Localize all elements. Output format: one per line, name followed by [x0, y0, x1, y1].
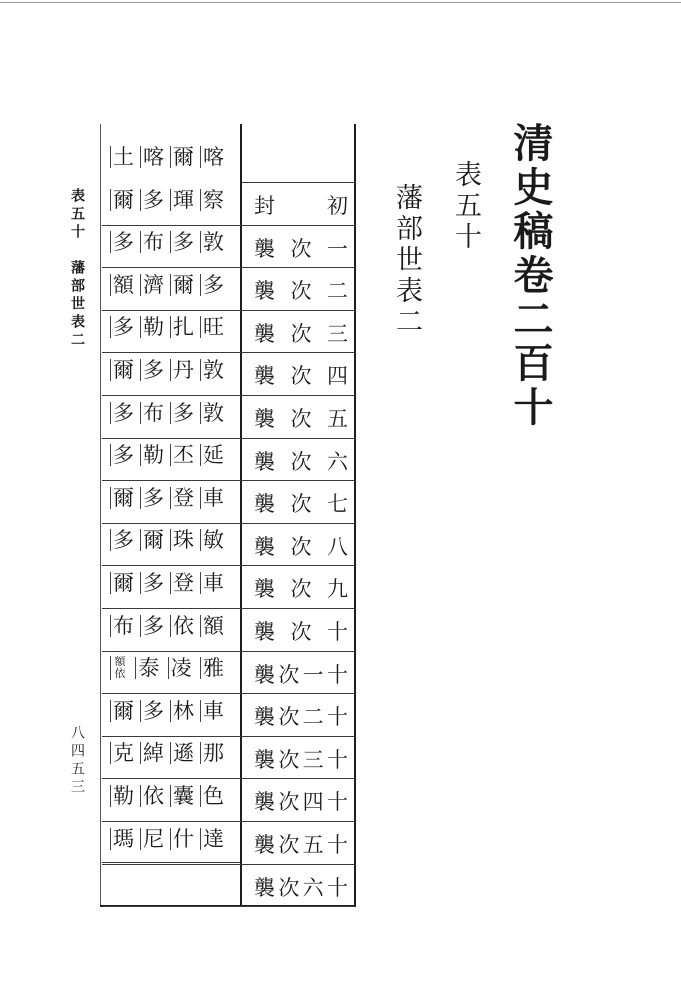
heir-name-cell: 多 布 多 敦: [104, 221, 238, 263]
succession-rank-cell: 襲 次 二 十: [254, 705, 348, 729]
succession-rank-cell: 襲 次 十: [254, 620, 348, 644]
heir-name-cell: 多 勒 丕 延: [104, 434, 238, 476]
succession-rank-cell: 襲 次 五: [254, 407, 348, 431]
heir-name-cell: 克 綽 遜 那: [104, 732, 238, 774]
succession-rank-cell: 襲 次 一 十: [254, 663, 348, 687]
succession-rank-cell: 襲 次 九: [254, 577, 348, 601]
heir-name-cell: 額 濟 爾 多: [104, 264, 238, 306]
heir-name-cell: 瑪 尼 什 達: [104, 818, 238, 860]
succession-rank-cell: 襲 次 三 十: [254, 748, 348, 772]
heir-name-cell: 多 布 多 敦: [104, 392, 238, 434]
succession-rank-cell: 襲 次 六: [254, 450, 348, 474]
heir-name-cell: 多 勒 扎 旺: [104, 306, 238, 348]
heir-name-cell: 勒 依 囊 色: [104, 775, 238, 817]
heir-name-cell: 土 喀 爾 喀: [104, 136, 238, 178]
table-right-rule: [354, 124, 356, 907]
succession-rank-cell: 襲 次 六 十: [254, 876, 348, 900]
heir-name-cell: 爾 多 登 車: [104, 477, 238, 519]
heir-name-cell: 爾 多 丹 敦: [104, 349, 238, 391]
heir-name-cell: 爾 多 登 車: [104, 562, 238, 604]
heir-name-cell: 額依 泰 凌 雅: [104, 647, 238, 689]
page-top-edge: [0, 2, 681, 3]
heir-name-cell: 多 爾 珠 敏: [104, 519, 238, 561]
header-rule: [242, 182, 354, 183]
succession-rank-cell: 襲 次 四: [254, 364, 348, 388]
table-label: 表五十: [450, 160, 481, 253]
header-first-enfeoffment: 封 初: [254, 194, 348, 218]
heir-name-cell: 布 多 依 額: [104, 605, 238, 647]
table-name: 藩部世表二: [391, 183, 422, 338]
heir-name-cell: 爾 多 林 車: [104, 690, 238, 732]
page-number: 八四五三: [69, 725, 85, 797]
succession-rank-cell: 襲 次 八: [254, 535, 348, 559]
succession-rank-cell: 襲 次 一: [254, 237, 348, 261]
succession-rank-cell: 襲 次 七: [254, 492, 348, 516]
header-rule-left: [102, 862, 240, 863]
book-title: 清史稿卷二百十: [507, 122, 554, 430]
succession-rank-cell: 襲 次 五 十: [254, 833, 348, 857]
heir-name-cell: 爾 多 琿 察: [104, 179, 238, 221]
table-left-rule: [100, 124, 101, 907]
succession-rank-cell: 襲 次 二: [254, 279, 348, 303]
margin-label: 表五十 藩部世表二: [69, 188, 85, 350]
succession-rank-cell: 襲 次 四 十: [254, 790, 348, 814]
succession-rank-cell: 襲 次 三: [254, 322, 348, 346]
